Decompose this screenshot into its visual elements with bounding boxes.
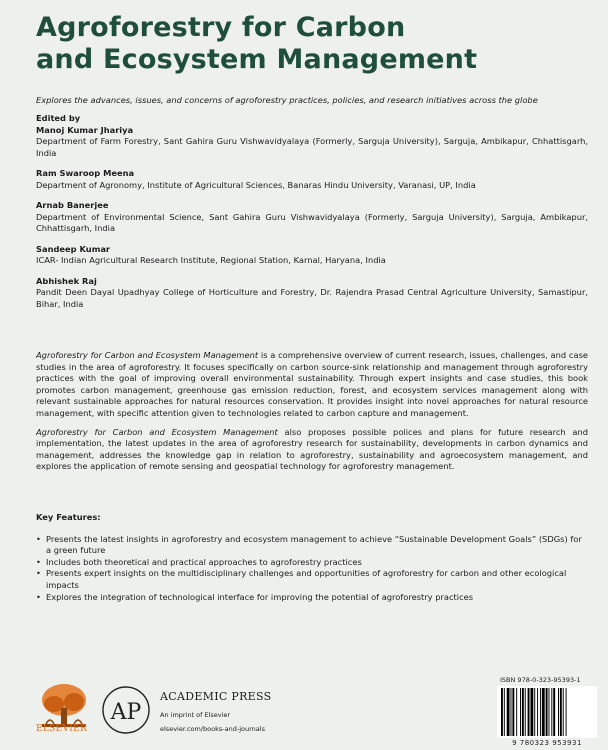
edited-by-label: Edited by <box>36 113 81 123</box>
barcode-bar <box>522 688 524 736</box>
barcode-bar <box>537 688 538 736</box>
editor-entry <box>36 200 588 235</box>
editor-entry <box>36 125 588 160</box>
editor-affiliation: Pandit Deen Dayal Upadhyay College of Horticulture and Forestry, Dr. Rajendra Prasad Central Agriculture University, Samastipur, Bihar, India <box>36 287 588 309</box>
barcode-bar <box>542 688 545 736</box>
key-features-label: Key Features: <box>36 512 101 522</box>
description-paragraph-2 <box>36 427 588 473</box>
feature-item: • Includes both theoretical and practical approaches to agroforestry practices <box>36 557 588 569</box>
title-line-1: Agroforestry for Carbon <box>36 12 406 43</box>
barcode-bar <box>501 688 503 736</box>
editor-affiliation: ICAR- Indian Agricultural Research Institute, Regional Station, Karnal, Haryana, India <box>36 255 386 265</box>
editor-name: Abhishek Raj <box>36 275 97 286</box>
description-paragraph-1 <box>36 350 588 420</box>
feature-item: • Explores the integration of technological interface for improving the potential of agroforestry practices <box>36 592 588 604</box>
publisher-url: elsevier.com/books-and-journals <box>160 725 265 733</box>
barcode-bar <box>566 688 567 736</box>
barcode-bar <box>504 688 505 736</box>
isbn-barcode <box>497 686 597 738</box>
barcode-bar <box>549 688 550 736</box>
editor-name: Sandeep Kumar <box>36 243 111 254</box>
barcode-bar <box>516 688 517 736</box>
feature-item: • Presents the latest insights in agroforestry and ecosystem management to achieve “Sustainable Development Goals” (SDGs) for a green future <box>36 534 588 557</box>
barcode-number: 9 780323 953931 <box>512 739 582 747</box>
editor-entry <box>36 244 588 267</box>
editor-affiliation: Department of Environmental Science, Sant Gahira Guru Vishwavidyalaya (Formerly, Sarguja University), Sarguja, Ambikapur, Chhattisgarh, India <box>36 211 588 233</box>
barcode-bar <box>530 688 533 736</box>
editor-name: Arnab Banerjee <box>36 200 109 210</box>
barcode-bar <box>560 688 562 736</box>
paragraph-text: also proposes possible polices and plans for future research and implementation, the latest updates in the area of agroforestry research for sustainability, developments in carbon dynamics and management, addresses the knowledge gap in relation to agroforestry, sustainability and agroecosystem management, and explores the application of remote sensing and geospatial technology for agroforestry management. <box>36 426 588 472</box>
barcode-bar <box>534 688 535 736</box>
barcode-bar <box>520 688 521 736</box>
tagline: Explores the advances, issues, and concerns of agroforestry practices, policies, and research initiatives across the globe <box>36 95 538 105</box>
editor-affiliation: Department of Agronomy, Institute of Agricultural Sciences, Banaras Hindu University, Varanasi, UP, India <box>36 179 476 190</box>
barcode-bar <box>551 688 552 736</box>
editor-name: Ram Swaroop Meena <box>36 168 135 178</box>
ap-logo-letters: AP <box>110 700 142 725</box>
editor-entry <box>36 168 588 191</box>
editor-entry <box>36 276 588 311</box>
barcode-bar <box>563 688 564 736</box>
barcode-bar <box>512 688 514 736</box>
barcode-bar <box>553 688 555 736</box>
feature-item: • Presents expert insights on the multidisciplinary challenges and opportunities of agroforestry for carbon and other ecological impacts <box>36 568 588 591</box>
key-features <box>36 512 588 603</box>
title-line-2: and Ecosystem Management <box>36 44 478 75</box>
book-title-italic: Agroforestry for Carbon and Ecosystem Management <box>36 350 259 360</box>
description <box>36 350 588 480</box>
academic-press-logo <box>100 684 152 736</box>
barcode-bar <box>525 688 526 736</box>
publisher-name: ACADEMIC PRESS <box>160 690 272 703</box>
editors-section <box>36 113 588 319</box>
book-title-italic: Agroforestry for Carbon and Ecosystem Management <box>36 426 278 437</box>
barcode-bar <box>528 688 530 736</box>
editor-name: Manoj Kumar Jhariya <box>36 124 134 135</box>
book-title <box>36 12 477 76</box>
paragraph-text: is a comprehensive overview of current research, issues, challenges, and case studies in the area of agroforestry. It focuses specifically on carbon source-sink relationship and management through agroforestry practices with the goal of improving overall environmental sustainability. Through expert insights and case studies, this book promotes carbon management, greenhouse gas emission reduction, forest, and ecosystem services management along with relevant sustainable approaches for natural resources conservation. It provides insight into novel approaches for natural resource management, with specific attention given to technologies related to carbon capture and management. <box>36 350 588 418</box>
elsevier-wordmark: ELSEVIER <box>36 724 88 734</box>
barcode-bar <box>507 688 510 736</box>
barcode-bar <box>540 688 541 736</box>
editor-affiliation: Department of Farm Forestry, Sant Gahira Guru Vishwavidyalaya (Formerly, Sarguja University), Sarguja, Ambikapur, Chhattisgarh, India <box>36 136 588 158</box>
features-list <box>36 534 588 604</box>
isbn-label: ISBN 978-0-323-95393-1 <box>500 676 581 684</box>
publisher-imprint: An imprint of Elsevier <box>160 711 231 719</box>
barcode-bar <box>546 688 548 736</box>
barcode-bar <box>558 688 559 736</box>
barcode-bar <box>511 688 512 736</box>
